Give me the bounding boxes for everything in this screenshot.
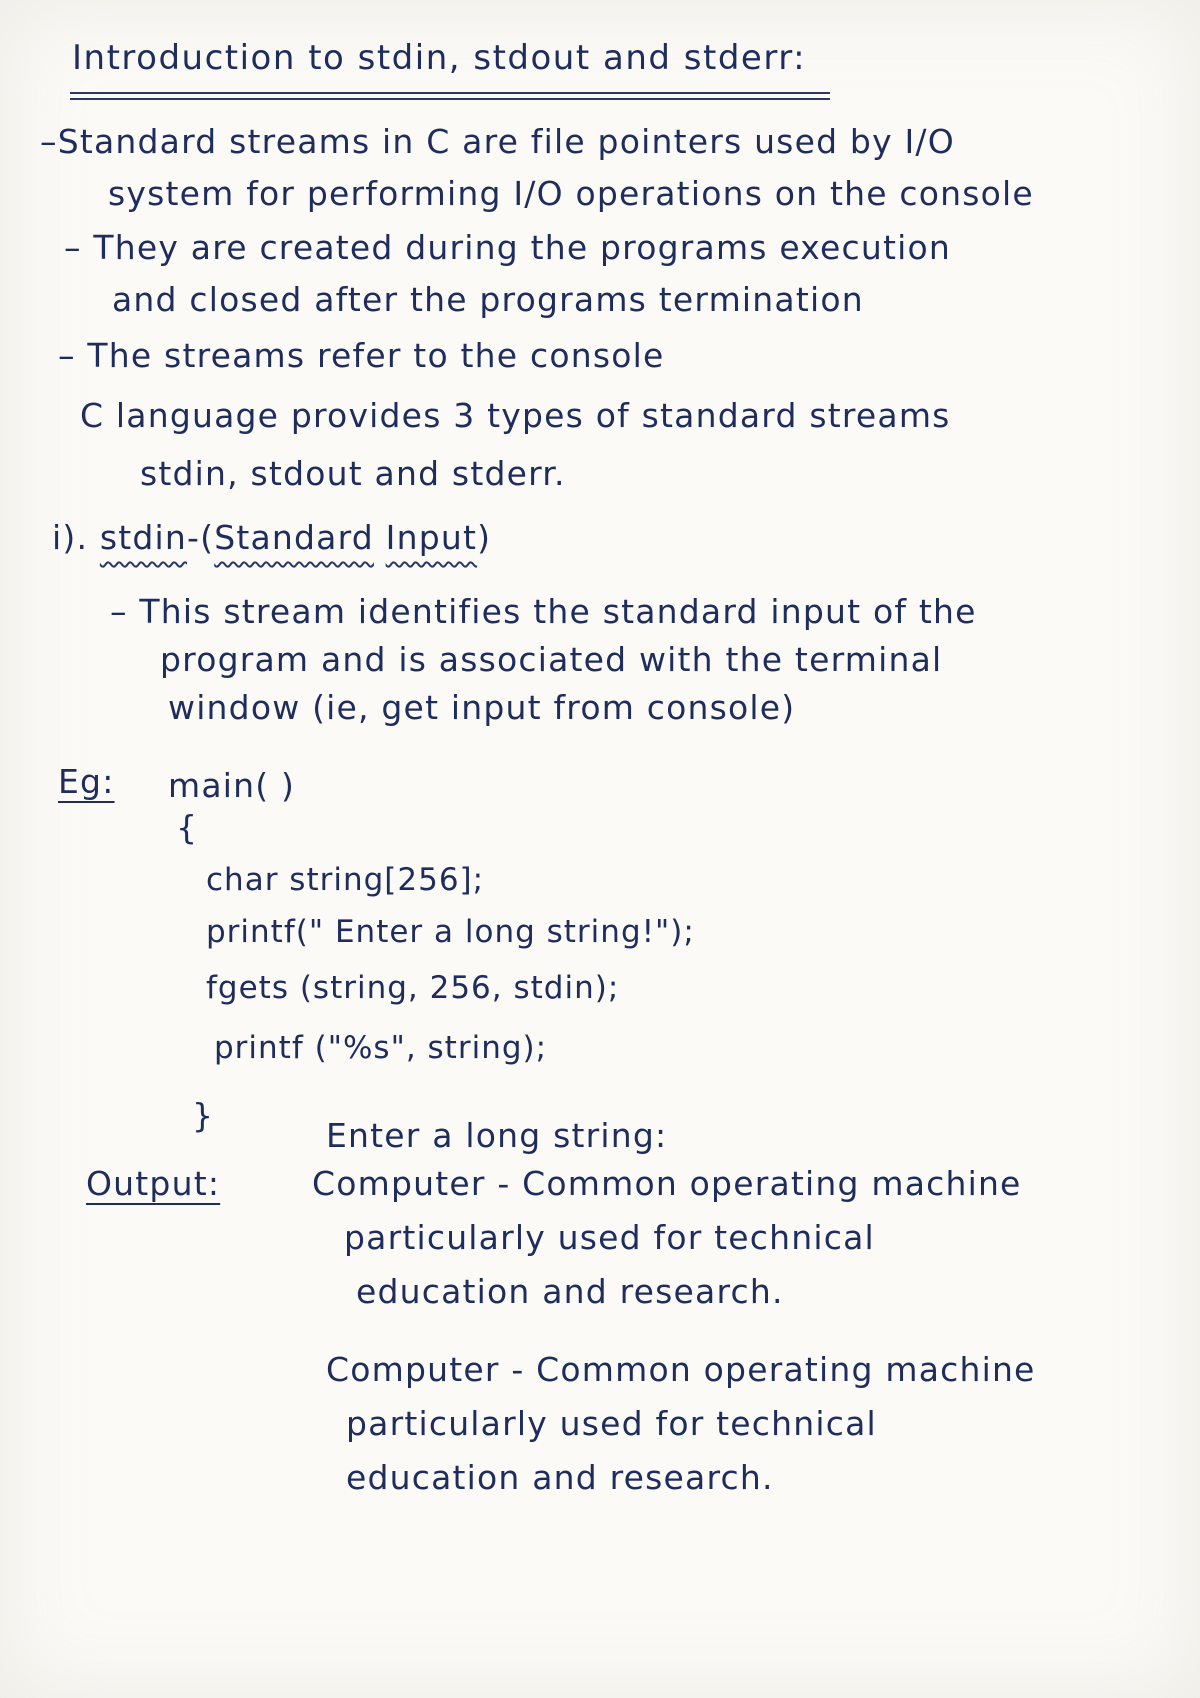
bullet-2-line-2: and closed after the programs termination xyxy=(112,280,864,319)
code-main: main( ) xyxy=(168,766,296,805)
code-line-2: printf(" Enter a long string!"); xyxy=(206,914,695,950)
bullet-3-line-1: – The streams refer to the console xyxy=(58,336,665,375)
output-para-1-line-2: particularly used for technical xyxy=(344,1218,875,1257)
code-close-brace: } xyxy=(192,1096,215,1135)
output-prompt: Enter a long string: xyxy=(326,1116,668,1155)
output-para-2-line-1: Computer - Common operating machine xyxy=(326,1350,1036,1389)
dash-marker: – xyxy=(110,592,140,631)
section-desc-word-1: Standard xyxy=(214,518,374,557)
section-term: stdin xyxy=(99,518,188,557)
code-line-3: fgets (string, 256, stdin); xyxy=(206,970,620,1006)
output-para-2-line-2: particularly used for technical xyxy=(346,1404,877,1443)
section-number: i). xyxy=(52,518,89,557)
section-stdin-heading xyxy=(52,518,491,557)
code-line-1: char string[256]; xyxy=(206,862,485,898)
stdin-desc-line-1: – This stream identifies the standard input of the xyxy=(110,592,977,631)
bullet-2-line-1: – They are created during the programs execution xyxy=(64,228,951,267)
stdin-desc-line-3: window (ie, get input from console) xyxy=(168,688,796,727)
code-open-brace: { xyxy=(176,808,199,847)
bullet-1-line-2: system for performing I/O operations on the console xyxy=(108,174,1034,213)
dash-marker: – xyxy=(64,228,94,267)
output-para-1-line-1: Computer - Common operating machine xyxy=(312,1164,1022,1203)
example-label: Eg: xyxy=(58,762,115,801)
output-para-2-line-3: education and research. xyxy=(346,1458,774,1497)
output-label: Output: xyxy=(86,1164,221,1203)
bullet-1-line-1: –Standard streams in C are file pointers used by I/O xyxy=(40,122,955,161)
page-title: Introduction to stdin, stdout and stderr: xyxy=(72,38,807,78)
output-para-1-line-3: education and research. xyxy=(356,1272,784,1311)
intro-line-1: C language provides 3 types of standard streams xyxy=(80,396,951,435)
dash-marker: – xyxy=(58,336,88,375)
section-desc-word-2: Input xyxy=(385,518,478,557)
dash-marker: – xyxy=(40,122,58,161)
paren-close: ) xyxy=(477,518,492,557)
title-underline-2 xyxy=(70,98,830,100)
paren-open: -( xyxy=(187,518,215,557)
code-line-4: printf ("%s", string); xyxy=(214,1030,548,1066)
intro-line-2: stdin, stdout and stderr. xyxy=(140,454,566,493)
stdin-desc-line-2: program and is associated with the terminal xyxy=(160,640,943,679)
title-underline-1 xyxy=(70,92,830,94)
